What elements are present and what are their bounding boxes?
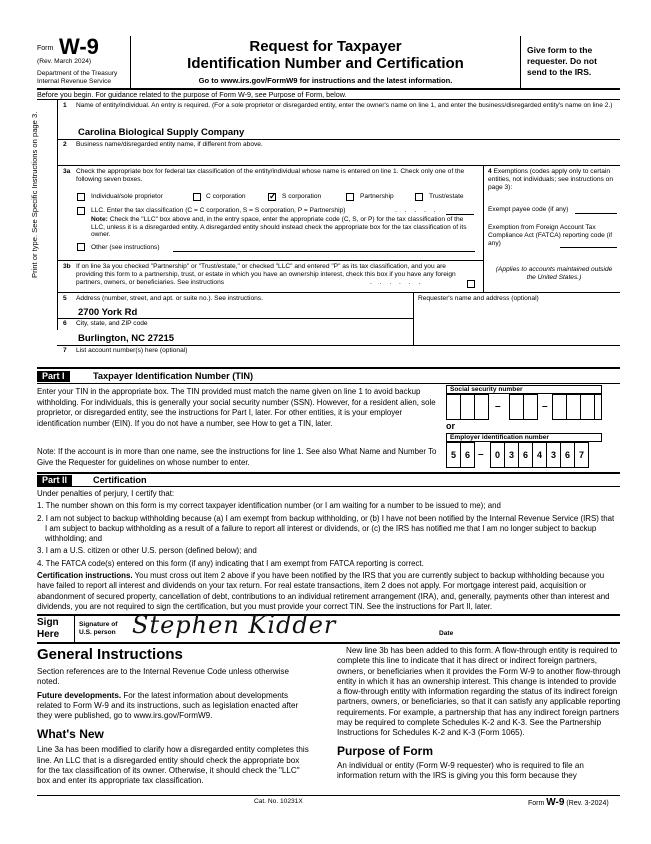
ssn-box-3[interactable] xyxy=(474,394,489,420)
line-1-label: Name of entity/individual. An entry is required. (For a sole proprietor or disregarded entity, enter the owner's name on line 1, and enter the business/disregarded entity's name on line 2.) xyxy=(76,102,613,109)
future-developments-text: For the latest information about developments related to Form W-9 and its instructions, such as legislation enacted after they were published, go to www.irs.gov/FormW9. xyxy=(37,690,299,721)
exemptions-block xyxy=(488,168,618,192)
checkbox-other[interactable] xyxy=(77,243,85,251)
give-form-note: Give form to the requester. Do not send to the IRS. xyxy=(527,45,597,77)
llc-note-bold: Note: xyxy=(91,216,108,223)
catalog-number: Cat. No. 10231X xyxy=(254,798,303,805)
ein-box-9[interactable]: 7 xyxy=(574,442,589,468)
llc-code-field[interactable] xyxy=(446,214,474,215)
part-2-label: Part II xyxy=(37,475,72,486)
or-label: or xyxy=(446,421,455,431)
llc-note xyxy=(91,216,478,239)
checkbox-partnership[interactable] xyxy=(346,193,354,201)
line-6-label: City, state, and ZIP code xyxy=(76,320,148,327)
exemptions-label: Exemptions (codes apply only to certain entities, not individuals; see instructions on page 3): xyxy=(488,168,613,191)
line-5-value[interactable]: 2700 York Rd xyxy=(78,307,138,318)
general-p2 xyxy=(37,691,309,722)
exempt-payee-label: Exempt payee code (if any) xyxy=(488,206,569,213)
exemptions-number: 4 xyxy=(488,168,492,175)
ssn-dash-1: – xyxy=(495,401,501,412)
go-to-url: Go to www.irs.gov/FormW9 for instructions and the latest information. xyxy=(198,76,453,85)
option-c-corporation-label: C corporation xyxy=(206,193,246,200)
line-5-label: Address (number, street, and apt. or suite no.). See instructions. xyxy=(76,295,263,302)
form-prefix: Form xyxy=(37,45,54,52)
form-revision: (Rev. March 2024) xyxy=(37,58,92,65)
here-word: Here xyxy=(37,629,60,640)
ssn-box-5[interactable] xyxy=(523,394,538,420)
purpose-title: Purpose of Form xyxy=(337,743,434,758)
line-2-field[interactable] xyxy=(78,150,618,164)
ein-box-4[interactable]: 3 xyxy=(504,442,519,468)
certification-item-3: 3. I am a U.S. citizen or other U.S. person (defined below); and xyxy=(37,546,257,556)
form-number: W-9 xyxy=(59,34,99,59)
ssn-dash-2: – xyxy=(542,401,548,412)
checkbox-foreign-partners[interactable] xyxy=(467,280,475,288)
part-1-title: Taxpayer Identification Number (TIN) xyxy=(93,371,254,381)
ssn-box-1[interactable] xyxy=(446,394,461,420)
signature-label-line-1: Signature of xyxy=(79,621,118,628)
ein-box-8[interactable]: 6 xyxy=(560,442,575,468)
future-developments-bold: Future developments. xyxy=(37,690,122,700)
checkbox-trust-estate[interactable] xyxy=(415,193,423,201)
line-3a-label: Check the appropriate box for federal tax classification of the entity/individual whose name is entered on line 1. Check only one of the following seven boxes. xyxy=(76,168,465,183)
line-1-number: 1 xyxy=(63,102,67,109)
footer-form-number: W-9 xyxy=(546,797,565,808)
line-6-value[interactable]: Burlington, NC 27215 xyxy=(78,333,175,344)
line-1-value[interactable]: Carolina Biological Supply Company xyxy=(78,127,245,138)
footer-form-prefix: Form xyxy=(528,800,545,807)
checkbox-individual[interactable] xyxy=(77,193,85,201)
side-label: Print or type. See Specific Instructions on page 3. xyxy=(30,111,39,278)
right-column xyxy=(337,646,621,781)
left-column xyxy=(37,646,309,787)
line-3b-dots: . . . . . . xyxy=(370,279,424,286)
title-line-2: Identification Number and Certification xyxy=(187,55,464,72)
signature-handwritten[interactable]: Stephen Kidder xyxy=(132,611,337,639)
exempt-payee-field[interactable] xyxy=(575,213,617,214)
ein-dash: – xyxy=(478,449,484,460)
checkbox-c-corporation[interactable] xyxy=(193,193,201,201)
form-title xyxy=(131,38,520,85)
fatca-label: Exemption from Foreign Account Tax Compliance Act (FATCA) reporting code (if any) xyxy=(488,224,613,247)
llc-note-text: Check the "LLC" box above and, in the entry space, enter the appropriate code (C, S, or P) for the tax classification of the LLC, unless it is a disregarded entity. A disregarded entity should instead check the appropriate box for the tax classification of its owner. xyxy=(91,216,467,239)
certification-instructions xyxy=(37,571,617,612)
option-individual-label: Individual/sole proprietor xyxy=(91,193,163,200)
general-p4: New line 3b has been added to this form. A flow-through entity is required to complete this line to indicate that it has direct or indirect foreign partners, owners, or beneficiaries when it provides the Form W-9 to another flow-through entity in which it has an ownership interest. This change is intended to provide a flow-through entity with information regarding the status of its indirect foreign partners, owners, or beneficiaries, so that it can satisfy any applicable reporting requirements. For example, a partnership that has any indirect foreign partners may be required to complete Schedules K-2 and K-3. See the Partnership Instructions for Schedules K-2 and K-3 (Form 1065). xyxy=(337,646,621,738)
sign-word: Sign xyxy=(37,617,59,628)
general-p5: An individual or entity (Form W-9 requester) who is required to file an information return with the IRS is giving you this form because they xyxy=(337,760,584,780)
signature-label xyxy=(79,621,117,637)
ssn-box-9[interactable] xyxy=(594,394,602,420)
date-label: Date xyxy=(439,630,454,637)
option-s-corporation-label: S corporation xyxy=(282,193,322,200)
title-line-1: Request for Taxpayer xyxy=(249,38,402,55)
certification-body xyxy=(37,489,617,612)
ein-box-6[interactable]: 4 xyxy=(532,442,547,468)
part-1-label: Part I xyxy=(37,371,70,382)
part-2-title: Certification xyxy=(93,475,147,485)
ein-box-3[interactable]: 0 xyxy=(490,442,505,468)
line-3a-number: 3a xyxy=(63,168,71,175)
other-field[interactable] xyxy=(173,251,475,252)
ein-label: Employer identification number xyxy=(446,433,602,442)
whats-new-title: What's New xyxy=(37,727,104,742)
certification-item-1: 1. The number shown on this form is my correct taxpayer identification number (or I am waiting for a number to be issued to me); and xyxy=(37,501,501,511)
fatca-field[interactable] xyxy=(560,247,617,248)
part-1-text: Enter your TIN in the appropriate box. The TIN provided must match the name given on line 1 to avoid backup withholding. For individuals, this is generally your social security number (SSN). However, for a resident alien, sole proprietor, or disregarded entity, see the instructions for Part I, later. For other entities, it is your employer identification number (EIN). If you do not have a number, see How to get a TIN, later. xyxy=(37,387,436,428)
part-1-note: Note: If the account is in more than one name, see the instructions for line 1. See also What Name and Number To Give the Requester for guidelines on whose number to enter. xyxy=(37,447,437,467)
line-7-label: List account number(s) here (optional) xyxy=(76,347,188,354)
ssn-box-2[interactable] xyxy=(460,394,475,420)
department-name: Department of the Treasury xyxy=(37,70,118,77)
line-3b-number: 3b xyxy=(63,263,71,270)
general-p3: Line 3a has been modified to clarify how a disregarded entity completes this line. An LLC that is a disregarded entity should check the appropriate box for the tax classification of its owner. Otherwise, it should check the "LLC" box and enter its appropriate tax classification. xyxy=(37,745,309,786)
ein-box-1[interactable]: 5 xyxy=(446,442,461,468)
footer-form-label xyxy=(528,797,609,808)
check-mark-icon: ✓ xyxy=(269,191,277,201)
checkbox-llc[interactable] xyxy=(77,207,85,215)
ssn-box-8[interactable] xyxy=(580,394,595,420)
footer-revision: (Rev. 3-2024) xyxy=(566,800,609,807)
line-2-number: 2 xyxy=(63,141,67,148)
ssn-box-4[interactable] xyxy=(509,394,524,420)
requester-label: Requester's name and address (optional) xyxy=(418,295,539,302)
option-partnership-label: Partnership xyxy=(360,193,394,200)
llc-label: LLC. Enter the tax classification (C = C corporation, S = S corporation, P = Partnership) xyxy=(91,207,346,214)
option-trust-estate-label: Trust/estate xyxy=(429,193,464,200)
certification-intro: Under penalties of perjury, I certify that: xyxy=(37,489,175,498)
ein-field[interactable] xyxy=(446,442,602,468)
ssn-box-7[interactable] xyxy=(566,394,581,420)
certification-instructions-bold: Certification instructions. xyxy=(37,571,133,581)
certification-instructions-text: You must cross out item 2 above if you have been notified by the IRS that you are currently subject to backup withholding because you have failed to report all interest and dividends on your tax return. For real estate transactions, item 2 does not apply. For mortgage interest paid, acquisition or abandonment of secured property, cancellation of debt, contributions to an individual retirement arrangement (IRA), and, generally, payments other than interest and dividends, you are not required to sign the certification, but you must provide your correct TIN. See the instructions for Part II, later. xyxy=(37,571,610,611)
general-instructions-title: General Instructions xyxy=(37,646,183,663)
general-p1: Section references are to the Internal Revenue Code unless otherwise noted. xyxy=(37,667,289,687)
line-7-number: 7 xyxy=(63,347,67,354)
checkbox-s-corporation[interactable] xyxy=(268,193,276,201)
line-5-number: 5 xyxy=(63,295,67,302)
before-you-begin: Before you begin. For guidance related to the purpose of Form W-9, see Purpose of Form, below. xyxy=(37,90,347,99)
ein-box-2[interactable]: 6 xyxy=(460,442,475,468)
other-label: Other (see instructions) xyxy=(91,244,160,251)
llc-dots: . . . . . xyxy=(395,207,439,214)
ein-box-7[interactable]: 3 xyxy=(546,442,561,468)
ein-box-5[interactable]: 6 xyxy=(518,442,533,468)
signature-label-line-2: U.S. person xyxy=(79,629,116,636)
line-2-label: Business name/disregarded entity name, if different from above. xyxy=(76,141,263,148)
certification-item-4: 4. The FATCA code(s) entered on this form (if any) indicating that I am exempt from FATCA reporting is correct. xyxy=(37,558,424,568)
sign-here-label xyxy=(37,617,59,641)
certification-item-2: 2. I am not subject to backup withholding because (a) I am exempt from backup withholding, or (b) I have not been notified by the Internal Revenue Service (IRS) that I am subject to backup withholding as a result of a failure to report all interest or dividends, or (c) the IRS has notified me that I am no longer subject to backup withholding; and xyxy=(37,513,615,544)
ssn-field[interactable] xyxy=(446,394,602,420)
ssn-label: Social security number xyxy=(446,385,602,394)
service-name: Internal Revenue Service xyxy=(37,78,112,85)
fatca-applies-note: (Applies to accounts maintained outside the United States.) xyxy=(495,266,613,281)
ssn-box-6[interactable] xyxy=(552,394,567,420)
line-6-number: 6 xyxy=(63,320,67,327)
line-3b-label: If on line 3a you checked "Partnership" or "Trust/estate," or checked "LLC" and entered "P" as its tax classification, and you are providing this form to a partnership, trust, or estate in which you have an ownership interest, check this box if you have any foreign partners, owners, or beneficiaries. See instructions xyxy=(76,263,456,286)
